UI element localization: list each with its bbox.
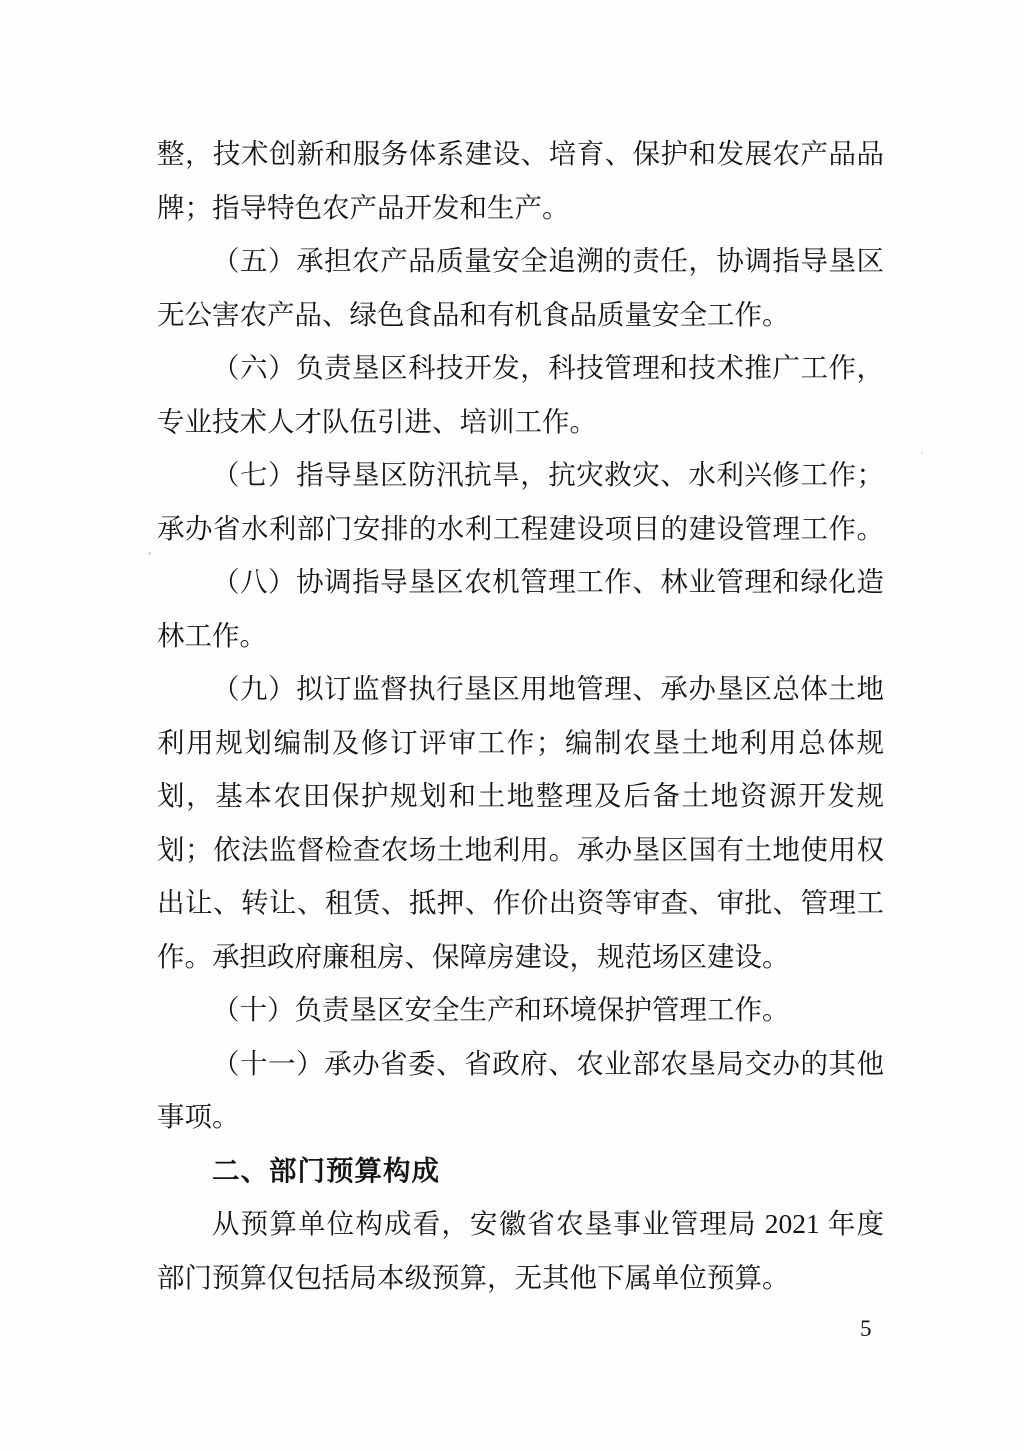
text-line: 事项。 [157,1101,240,1132]
text-line: （九）拟订监督执行垦区用地管理、承办垦区总体土地 [212,673,884,704]
text-line: 从预算单位构成看，安徽省农垦事业管理局 2021 年度 [212,1208,884,1239]
scan-speck [921,452,923,454]
text-line: 作。承担政府廉租房、保障房建设，规范场区建设。 [157,940,790,972]
text-line: （十）负责垦区安全生产和环境保护管理工作。 [212,994,790,1025]
text-line: 林工作。 [157,619,267,651]
text-line: 承办省水利部门安排的水利工程建设项目的建设管理工作。 [157,512,884,544]
text-line: 划；依法监督检查农场土地利用。承办垦区国有土地使用权 [157,833,884,865]
scan-speck [148,552,151,555]
page-number: 5 [860,1316,872,1341]
text-line: （六）负责垦区科技开发，科技管理和技术推广工作， [212,352,884,383]
text-line: （八）协调指导垦区农机管理工作、林业管理和绿化造 [212,566,884,597]
text-line: 划，基本农田保护规划和土地整理及后备土地资源开发规 [157,780,884,811]
text-line: 利用规划编制及修订评审工作；编制农垦土地利用总体规 [157,726,884,758]
document-body [157,127,884,1304]
text-line: 专业技术人才队伍引进、培训工作。 [157,405,597,437]
text-line: （十一）承办省委、省政府、农业部农垦局交办的其他 [212,1047,884,1079]
text-line: （五）承担农产品质量安全追溯的责任，协调指导垦区 [212,245,884,276]
text-line: 整，技术创新和服务体系建设、培育、保护和发展农产品品 [157,138,884,169]
text-line: 部门预算仅包括局本级预算，无其他下属单位预算。 [157,1261,790,1293]
text-line: （七）指导垦区防汛抗旱，抗灾救灾、水利兴修工作； [212,459,884,490]
text-line: 无公害农产品、绿色食品和有机食品质量安全工作。 [157,298,790,330]
text-line: 牌；指导特色农产品开发和生产。 [157,191,570,223]
section-heading: 二、部门预算构成 [212,1154,440,1186]
text-line: 出让、转让、租赁、抵押、作价出资等审查、审批、管理工 [157,887,884,918]
